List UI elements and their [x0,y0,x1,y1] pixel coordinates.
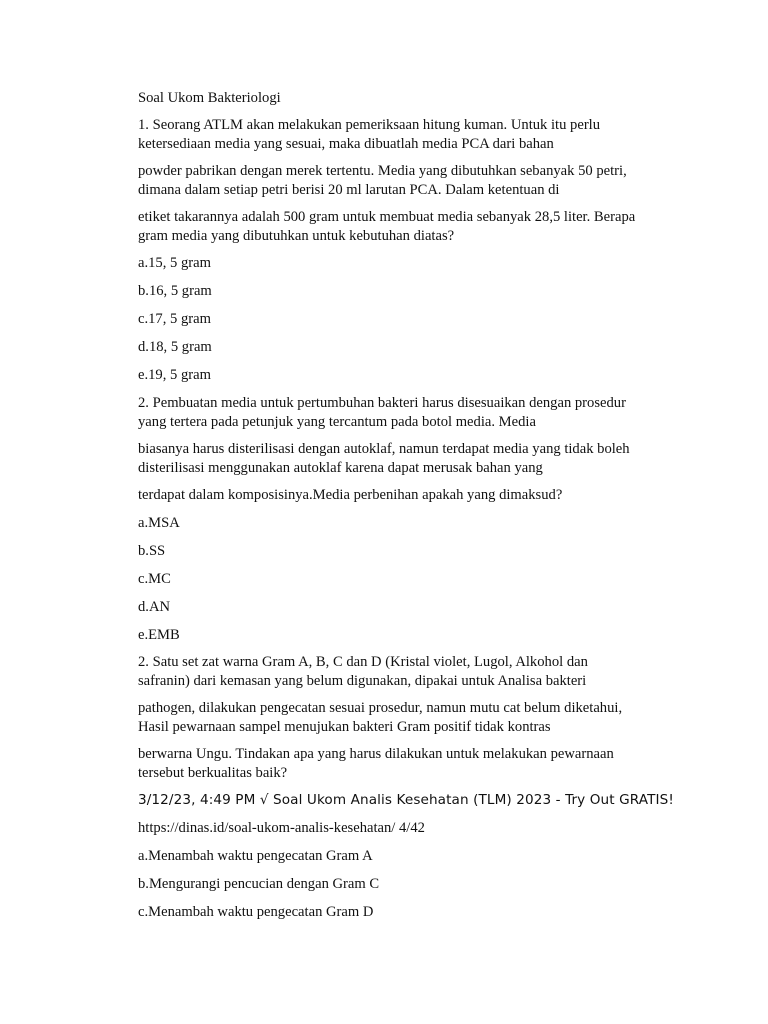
q1-option-e: e.19, 5 gram [138,367,211,383]
q3-text-line: Hasil pewarnaan sampel menujukan bakteri Gram positif tidak kontras [138,719,551,735]
q3-text-line: safranin) dari kemasan yang belum digunakan, dipakai untuk Analisa bakteri [138,673,587,689]
q3-text-line: berwarna Ungu. Tindakan apa yang harus dilakukan untuk melakukan pewarnaan [138,746,614,762]
q1-text-line: etiket takarannya adalah 500 gram untuk membuat media sebanyak 28,5 liter. Berapa [138,209,636,225]
q2-text-line: 2. Pembuatan media untuk pertumbuhan bakteri harus disesuaikan dengan prosedur [138,395,626,411]
q2-text-line: biasanya harus disterilisasi dengan autoklaf, namun terdapat media yang tidak boleh [138,441,630,457]
q1-text-line: gram media yang dibutuhkan untuk kebutuhan diatas? [138,228,455,244]
print-header-stamp: 3/12/23, 4:49 PM √ Soal Ukom Analis Kesehatan (TLM) 2023 - Try Out GRATIS! [138,792,674,808]
q2-text-line: disterilisasi menggunakan autoklaf karena dapat merusak bahan yang [138,460,543,476]
print-url: https://dinas.id/soal-ukom-analis-kesehatan/ 4/42 [138,820,425,836]
q1-text-line: powder pabrikan dengan merek tertentu. Media yang dibutuhkan sebanyak 50 petri, [138,163,627,179]
q1-option-c: c.17, 5 gram [138,311,211,327]
q3-option-b: b.Mengurangi pencucian dengan Gram C [138,876,380,892]
q2-option-a: a.MSA [138,515,180,531]
q1-option-b: b.16, 5 gram [138,283,212,299]
q2-text-line: terdapat dalam komposisinya.Media perbenihan apakah yang dimaksud? [138,487,563,503]
q2-option-d: d.AN [138,599,171,615]
q3-text-line: 2. Satu set zat warna Gram A, B, C dan D (Kristal violet, Lugol, Alkohol dan [138,654,588,670]
q1-text-line: ketersediaan media yang sesuai, maka dibuatlah media PCA dari bahan [138,136,554,152]
q2-option-b: b.SS [138,543,166,559]
q1-text-line: 1. Seorang ATLM akan melakukan pemeriksaan hitung kuman. Untuk itu perlu [138,117,601,133]
q2-text-line: yang tertera pada petunjuk yang tercantum pada botol media. Media [138,414,536,430]
q2-option-e: e.EMB [138,627,180,643]
q1-text-line: dimana dalam setiap petri berisi 20 ml larutan PCA. Dalam ketentuan di [138,182,560,198]
q3-text-line: pathogen, dilakukan pengecatan sesuai prosedur, namun mutu cat belum diketahui, [138,700,623,716]
q3-text-line: tersebut berkualitas baik? [138,765,288,781]
q3-option-a: a.Menambah waktu pengecatan Gram A [138,848,373,864]
q3-option-c: c.Menambah waktu pengecatan Gram D [138,904,374,920]
q2-option-c: c.MC [138,571,171,587]
q1-option-d: d.18, 5 gram [138,339,212,355]
q1-option-a: a.15, 5 gram [138,255,211,271]
document-title: Soal Ukom Bakteriologi [138,90,281,106]
